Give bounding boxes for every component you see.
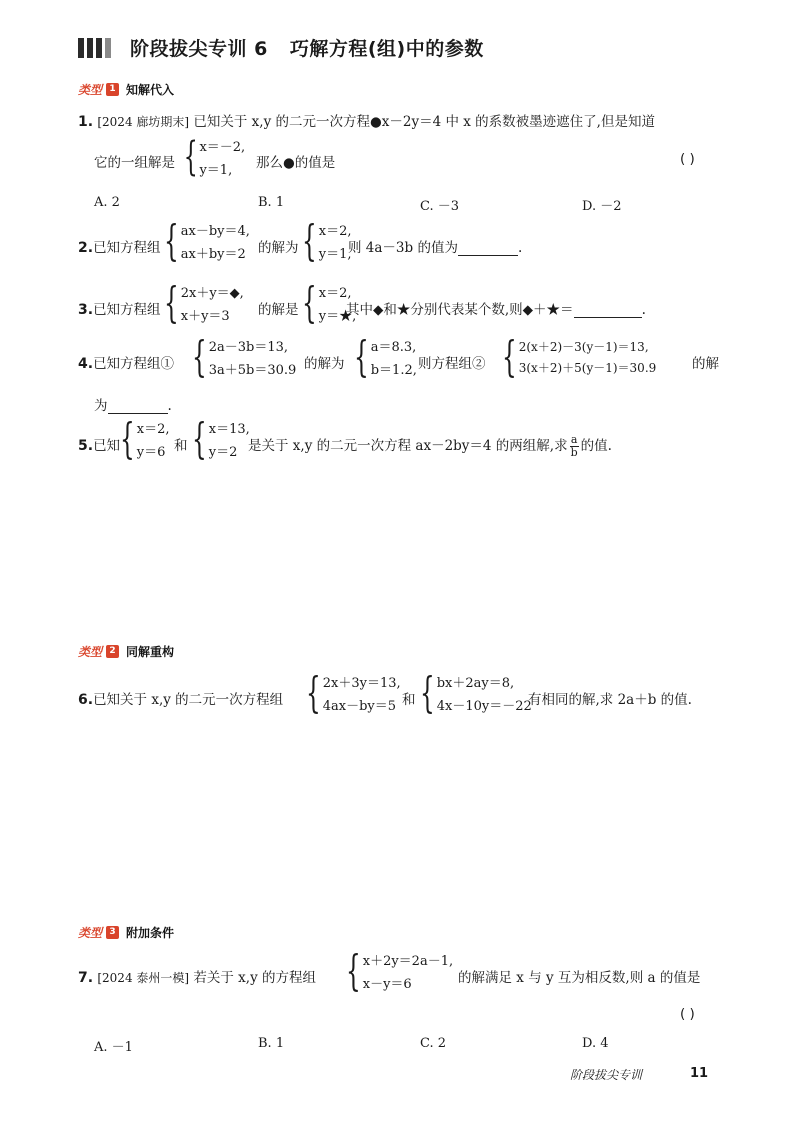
question-number: 7. [78, 970, 94, 986]
equation-row: 4x－10y＝－22 [436, 699, 532, 714]
equation-row: ax－by＝4, [180, 224, 250, 239]
question-7-post: 的解满足 x 与 y 互为相反数,则 a 的值是 [458, 970, 701, 986]
option-d: D. －2 [582, 199, 622, 214]
equation-row: 4ax－by＝5 [322, 699, 397, 714]
equation-row: 2(x＋2)－3(y－1)＝13, [518, 340, 649, 354]
option-c: C. －3 [420, 199, 460, 214]
period: . [517, 240, 523, 256]
section-name: 附加条件 [126, 926, 175, 940]
q7-system: { x＋2y＝2a－1, x－y＝6 [346, 946, 454, 995]
question-text: 若关于 x,y 的方程组 [193, 970, 316, 986]
q5-system-1: { x＝2, y＝6 [120, 414, 170, 463]
answer-paren: ( ) [680, 151, 695, 167]
equation-row: b＝1.2, [370, 363, 417, 378]
equation-row: x＝2, [318, 286, 352, 301]
question-text: 已知方程组① [93, 356, 175, 372]
q3-system-2: { x＝2, y＝★, [302, 278, 357, 327]
option-b: B. 1 [258, 1036, 285, 1051]
footer-label: 阶段拔尖专训 [570, 1068, 643, 1082]
equation-row: 2x＋y＝◆, [180, 286, 244, 301]
question-text: 为 [94, 398, 108, 414]
section-type-label: 类型 [78, 645, 103, 659]
equation-row: ax＋by＝2 [180, 247, 246, 262]
section-type-label: 类型 [78, 83, 103, 97]
question-1-line-2-post: 那么●的值是 [256, 155, 336, 171]
section-tag-2 [78, 643, 174, 660]
fraction-denominator: b [570, 446, 578, 459]
equation-row: y＝1, [318, 247, 352, 262]
question-5-post [248, 434, 612, 459]
question-number: 1. [78, 114, 94, 130]
section-name: 同解重构 [126, 645, 175, 659]
q4-system-3: { 2(x＋2)－3(y－1)＝13, 3(x＋2)＋5(y－1)＝30.9 [502, 332, 657, 381]
q6-system-2: { bx＋2ay＝8, 4x－10y＝－22 [420, 668, 532, 717]
question-number: 4. [78, 356, 94, 372]
equation-row: a＝8.3, [370, 340, 417, 355]
answer-blank[interactable] [108, 400, 168, 414]
page-number: 11 [690, 1066, 709, 1081]
title-decoration [78, 38, 111, 58]
q4-system-1: { 2a－3b＝13, 3a＋5b＝30.9 [192, 332, 297, 381]
question-6-post: 有相同的解,求 2a＋b 的值. [528, 692, 692, 708]
question-4-mid-2: 则方程组② [418, 356, 486, 372]
question-text: 已知 [93, 438, 121, 454]
question-text: 是关于 x,y 的二元一次方程 ax－2by＝4 的两组解,求 [248, 438, 568, 454]
option-c: C. 2 [420, 1036, 447, 1051]
question-2-pre [78, 236, 161, 256]
option-b: B. 1 [258, 195, 285, 210]
question-source: [2024 泰州一模] [97, 971, 190, 985]
question-4-pre [78, 352, 174, 372]
q5-system-2: { x＝13, y＝2 [192, 414, 250, 463]
period: . [167, 398, 172, 414]
equation-row: y＝2 [208, 445, 238, 460]
equation-row: x＝－2, [199, 140, 246, 155]
section-number: 2 [106, 645, 119, 658]
fraction-a-over-b [570, 434, 579, 458]
equation-row: x＋y＝3 [180, 309, 230, 324]
answer-blank[interactable] [574, 304, 642, 318]
question-7-pre [78, 966, 316, 986]
question-text: 已知方程组 [93, 240, 161, 256]
question-4-post: 的解 [692, 356, 719, 372]
answer-paren: ( ) [680, 1006, 695, 1022]
q6-system-1: { 2x＋3y＝13, 4ax－by＝5 [306, 668, 401, 717]
period: . [641, 302, 646, 318]
q1-equation-system: { x＝－2, y＝1, [183, 134, 246, 180]
question-1-line-2-pre: 它的一组解是 [94, 155, 175, 171]
question-3-pre [78, 298, 161, 318]
option-d: D. 4 [582, 1036, 609, 1051]
equation-row: x＝2, [318, 224, 352, 239]
q4-system-2: { a＝8.3, b＝1.2, [354, 332, 417, 381]
question-text: 其中◆和★分别代表某个数,则◆＋★＝ [346, 302, 574, 318]
section-type-label: 类型 [78, 926, 103, 940]
question-text: 则 4a－3b 的值为 [348, 240, 458, 256]
question-text: 已知方程组 [93, 302, 161, 318]
question-3-mid: 的解是 [258, 302, 299, 318]
equation-row: 3(x＋2)＋5(y－1)＝30.9 [518, 361, 657, 375]
equation-row: x＋2y＝2a－1, [362, 954, 454, 969]
page-title [130, 34, 484, 61]
section-number: 3 [106, 926, 119, 939]
equation-row: y＝★, [318, 309, 357, 324]
question-2-mid: 的解为 [258, 240, 299, 256]
question-text: 已知关于 x,y 的二元一次方程组 [93, 692, 284, 708]
equation-row: 3a＋5b＝30.9 [208, 363, 297, 378]
equation-row: x＝13, [208, 422, 250, 437]
answer-blank[interactable] [458, 242, 518, 256]
q2-system-2: { x＝2, y＝1, [302, 216, 352, 265]
question-6-pre [78, 688, 283, 708]
equation-row: y＝6 [136, 445, 166, 460]
equation-row: 2x＋3y＝13, [322, 676, 401, 691]
question-2-post [348, 236, 522, 256]
equation-row: x－y＝6 [362, 977, 412, 992]
equation-row: bx＋2ay＝8, [436, 676, 515, 691]
question-4-mid: 的解为 [304, 356, 345, 372]
question-number: 3. [78, 302, 94, 318]
section-number: 1 [106, 83, 119, 96]
question-number: 2. [78, 240, 94, 256]
title-part-2: 巧解方程(组)中的参数 [289, 38, 484, 60]
question-1-line-1 [78, 110, 655, 130]
section-tag-1 [78, 81, 174, 98]
question-number: 5. [78, 438, 94, 454]
question-4-line-2 [94, 394, 172, 414]
section-tag-3 [78, 924, 174, 941]
q2-system-1: { ax－by＝4, ax＋by＝2 [164, 216, 250, 265]
equation-row: y＝1, [199, 163, 233, 178]
question-number: 6. [78, 692, 94, 708]
option-a: A. 2 [94, 195, 120, 210]
question-text: 已知关于 x,y 的二元一次方程●x－2y＝4 中 x 的系数被墨迹遮住了,但是知道 [193, 114, 655, 130]
question-text-end: 的值. [580, 438, 612, 454]
title-part-1: 阶段拔尖专训 6 [130, 38, 268, 60]
equation-row: 2a－3b＝13, [208, 340, 289, 355]
question-3-post [346, 298, 646, 318]
question-5-mid: 和 [174, 438, 188, 454]
option-a: A. －1 [94, 1040, 133, 1055]
fraction-numerator: a [570, 433, 578, 447]
section-name: 知解代入 [126, 83, 175, 97]
q3-system-1: { 2x＋y＝◆, x＋y＝3 [164, 278, 244, 327]
question-6-mid: 和 [402, 692, 416, 708]
equation-row: x＝2, [136, 422, 170, 437]
question-source: [2024 廊坊期末] [97, 115, 190, 129]
